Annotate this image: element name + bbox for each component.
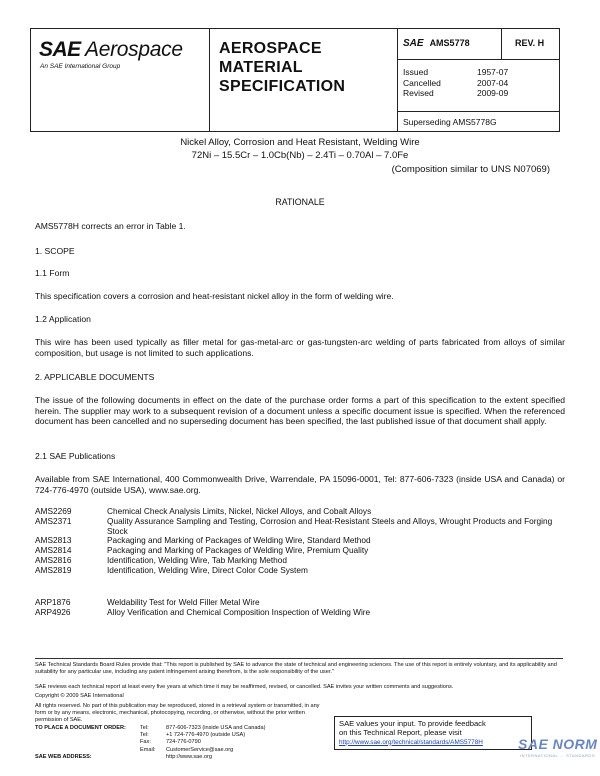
superseding-note: Superseding AMS5778G (403, 117, 497, 127)
email-link[interactable]: CustomerService@sae.org (166, 746, 234, 753)
section-scope-heading: 1. SCOPE (35, 246, 75, 256)
watermark-subtext: INTERNATIONAL ... STANDARDS (520, 753, 595, 758)
web-address-link[interactable]: http://www.sae.org (166, 753, 213, 760)
sae-aerospace-logo (31, 29, 209, 131)
date-table: Issued 1957-07 Cancelled 2007-04 Revised 2009-09 (403, 67, 509, 98)
logo-subtitle: An SAE International Group (40, 63, 121, 70)
document-number: SAE AMS5778 (403, 38, 470, 49)
rationale-heading: RATIONALE (275, 197, 325, 207)
feedback-link[interactable]: http://www.sae.org/technical/standards/AMS5778H (339, 738, 483, 746)
reference-item: AMS2816 Identification, Welding Wire, Tab Marking Method (35, 554, 288, 565)
form-text: This specification covers a corrosion and heat-resistant nickel alloy in the form of welding wire. (35, 291, 394, 301)
section-application-heading: 1.2 Application (35, 314, 91, 324)
logo-sae-text: SAE (39, 38, 81, 61)
title-line: AEROSPACE (219, 40, 322, 57)
section-form-heading: 1.1 Form (35, 268, 70, 278)
footer-rules-text: SAE Technical Standards Board Rules provide that: "This report is published by SAE to advance the state of technical and engineering sciences. The use of this report is entirely voluntary, and its applicability and suitability for any particular use, including any patent infringement arising therefrom, is the sole responsibility of the user." (35, 662, 557, 675)
composition-note: (Composition similar to UNS N07069) (391, 164, 550, 175)
sae-publications-text: Available from SAE International, 400 Commonwealth Drive, Warrendale, PA 15096-0001, Tel: 877-606-7323 (inside USA and Canada) or 724-776-4970 (outside USA), www.sae.org. (35, 474, 565, 495)
feedback-box: SAE values your input. To provide feedback on this Technical Report, please visit http://www.sae.org/technical/standards/AMS5778H (334, 716, 532, 750)
sae-norm-watermark: SAE NORM (518, 736, 598, 752)
title-line: SPECIFICATION (219, 78, 346, 95)
reference-item: AMS2371 Quality Assurance Sampling and Testing, Corrosion and Heat-Resistant Steels and Alloys, Wrought Products and Forging Stock (35, 515, 553, 536)
reference-item: AMS2269 Chemical Check Analysis Limits, Nickel, Nickel Alloys, and Cobalt Alloys (35, 506, 372, 516)
reference-item: ARP1876 Weldability Test for Weld Filler Metal Wire (35, 597, 260, 607)
rationale-text: AMS5778H corrects an error in Table 1. (35, 221, 186, 231)
footer-copyright: Copyright © 2009 SAE International (35, 693, 124, 699)
subject-line-2: 72Ni – 15.5Cr – 1.0Cb(Nb) – 2.4Ti – 0.70Al – 7.0Fe (191, 150, 409, 161)
footer-divider (35, 658, 563, 659)
reference-item: AMS2814 Packaging and Marking of Packages of Welding Wire, Premium Quality (35, 545, 369, 556)
reference-list-arp (35, 598, 563, 618)
section-applicable-documents-heading: 2. APPLICABLE DOCUMENTS (35, 372, 155, 382)
footer-review-text: SAE reviews each technical report at least every five years at which time it may be reaffirmed, revised, or cancelled. SAE invites your written comments and suggestions. (35, 684, 454, 690)
logo-aerospace-text: Aerospace (85, 38, 183, 61)
subject-line-1: Nickel Alloy, Corrosion and Heat Resistant, Welding Wire (180, 137, 420, 148)
application-text: This wire has been used typically as filler metal for gas-metal-arc or gas-tungsten-arc welding of parts fabricated from alloys of similar composition, but usage is not limited to such applications. (35, 337, 565, 358)
reference-list (35, 507, 563, 576)
section-sae-publications-heading: 2.1 SAE Publications (35, 451, 116, 461)
applicable-documents-text: The issue of the following documents in effect on the date of the purchase order forms a part of this specification to the extent specified herein. The supplier may work to a subsequent revision of a document unless a specific document issue is specified. When the referenced document has been cancelled and no superseding document has been specified, the last published issue of that document shall apply. (35, 395, 565, 426)
title-line: MATERIAL (219, 59, 303, 76)
revision-label: REV. H (515, 38, 545, 48)
spec-header (30, 28, 560, 132)
reference-item: AMS2813 Packaging and Marking of Packages of Welding Wire, Standard Method (35, 535, 371, 546)
reference-item: AMS2819 Identification, Welding Wire, Direct Color Code System (35, 564, 308, 575)
footer-rights-text: All rights reserved. No part of this publication may be reproduced, stored in a retrieval system or transmitted, in any form or by any means, electronic, mechanical, photocopying, recording, or otherwise, without the prior written permission of SAE. (35, 703, 320, 723)
reference-item: ARP4926 Alloy Verification and Chemical Composition Inspection of Welding Wire (35, 606, 371, 617)
order-contact-block: TO PLACE A DOCUMENT ORDER: Tel: 877-606-7323 (inside USA and Canada) Tel: +1 724-776-4970 (outside USA) Fax: 724-776-0790 Email: CustomerService@sae.org SAE WEB ADDRESS: http://www.sae.org (35, 725, 266, 760)
spec-title (219, 39, 345, 96)
